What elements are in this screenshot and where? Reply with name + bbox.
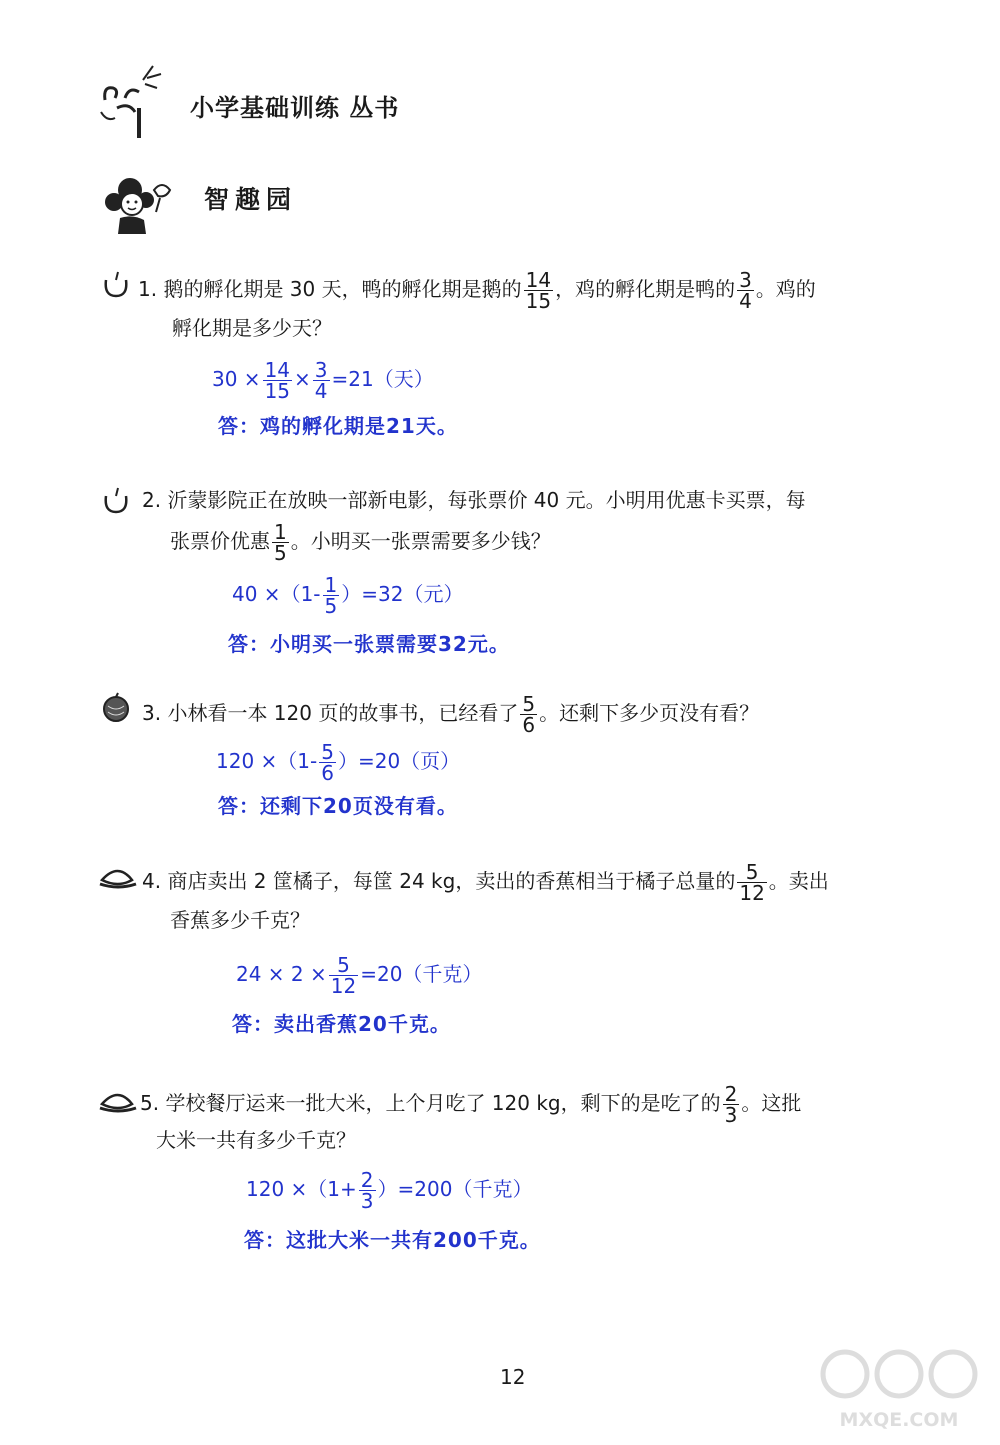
question-5-line-1: [140, 1084, 801, 1125]
section-title: 智趣园: [204, 185, 298, 214]
watermark-logo: [817, 1346, 982, 1431]
fraction: $\frac{5}{6}$: [321, 740, 334, 785]
question-3-answer: 答：还剩下20页没有看。: [218, 794, 458, 818]
question-text: 商店卖出 2 筐橘子，每筐 24 kg，卖出的香蕉相当于橘子总量的: [167, 869, 736, 893]
girl-cartoon-icon: [100, 168, 190, 238]
question-4-working: 24 × 2 × $\frac{5}{12}$ =20（千克）: [236, 953, 483, 998]
fraction: $\frac{3}{4}$: [314, 358, 328, 403]
question-text: 。还剩下多少页没有看？: [539, 701, 760, 725]
fraction: $\frac{1}{5}$: [324, 573, 338, 618]
question-4-line-2: 香蕉多少千克？: [170, 908, 310, 932]
fraction: $\frac{2}{3}$: [360, 1168, 374, 1213]
question-5-line-2: 大米一共有多少千克？: [156, 1128, 356, 1152]
question-3-working: 120 ×（1- $\frac{5}{6}$ ）=20（页）: [216, 740, 461, 785]
book-logo-icon: [95, 58, 175, 148]
question-text: 沂蒙影院正在放映一部新电影，每张票价 40 元。小明用优惠卡买票，每: [167, 488, 806, 512]
page-number: 12: [500, 1365, 526, 1389]
question-text: 。鸡的: [755, 277, 816, 301]
question-text: ，鸡的孵化期是鸭的: [555, 277, 736, 301]
question-text: 小林看一本 120 页的故事书，已经看了: [167, 701, 519, 725]
fraction: $\frac{5}{12}$: [739, 860, 765, 905]
fraction: $\frac{14}{15}$: [525, 268, 552, 313]
apple-filled-icon: [100, 692, 132, 724]
fraction: $\frac{5}{12}$: [330, 953, 357, 998]
section-heading: [196, 180, 305, 214]
question-number: 2.: [142, 488, 162, 512]
question-text: 学校餐厅运来一批大米，上个月吃了 120 kg，剩下的是吃了的: [165, 1091, 721, 1115]
question-number: 5.: [140, 1091, 160, 1115]
question-1-line-1: [138, 270, 816, 311]
question-number: 4.: [142, 869, 162, 893]
fraction: $\frac{5}{6}$: [522, 692, 536, 737]
question-1-line-2: 孵化期是多少天？: [172, 316, 332, 340]
question-3-line-1: [142, 694, 759, 735]
question-2-working: 40 ×（1- $\frac{1}{5}$ ）=32（元）: [232, 573, 464, 618]
question-5-working: 120 ×（1+ $\frac{2}{3}$ ）=200（千克）: [246, 1168, 533, 1213]
fraction: $\frac{1}{5}$: [274, 520, 287, 565]
question-text: 。卖出: [768, 869, 829, 893]
watermark-text: MXQE.COM: [839, 1409, 959, 1431]
fraction: $\frac{14}{15}$: [264, 358, 291, 403]
peach-outline-icon: [98, 858, 138, 890]
series-title: 小学基础训练 丛书: [190, 94, 400, 122]
apple-outline-icon: [100, 268, 132, 300]
fraction: $\frac{3}{4}$: [739, 268, 752, 313]
question-number: 1.: [138, 277, 158, 301]
question-4-line-1: [142, 862, 829, 903]
apple-outline-icon: [100, 484, 132, 516]
question-number: 3.: [142, 701, 162, 725]
question-5-answer: 答：这批大米一共有200千克。: [244, 1228, 541, 1252]
question-1-working: 30 × $\frac{14}{15}$ × $\frac{3}{4}$ =21（天）: [212, 358, 434, 403]
question-text: 。这批: [741, 1091, 802, 1115]
question-2-line-1: [142, 490, 806, 510]
question-2-answer: 答：小明买一张票需要32元。: [228, 632, 510, 656]
peach-outline-icon: [98, 1082, 138, 1114]
question-1-answer: 答：鸡的孵化期是21天。: [218, 414, 458, 438]
question-text: 鹅的孵化期是 30 天，鸭的孵化期是鹅的: [163, 277, 522, 301]
question-4-answer: 答：卖出香蕉20千克。: [232, 1012, 451, 1036]
question-2-line-2: 张票价优惠 $\frac{1}{5}$ 。小明买一张票需要多少钱？: [170, 520, 551, 565]
fraction: $\frac{2}{3}$: [724, 1082, 738, 1127]
